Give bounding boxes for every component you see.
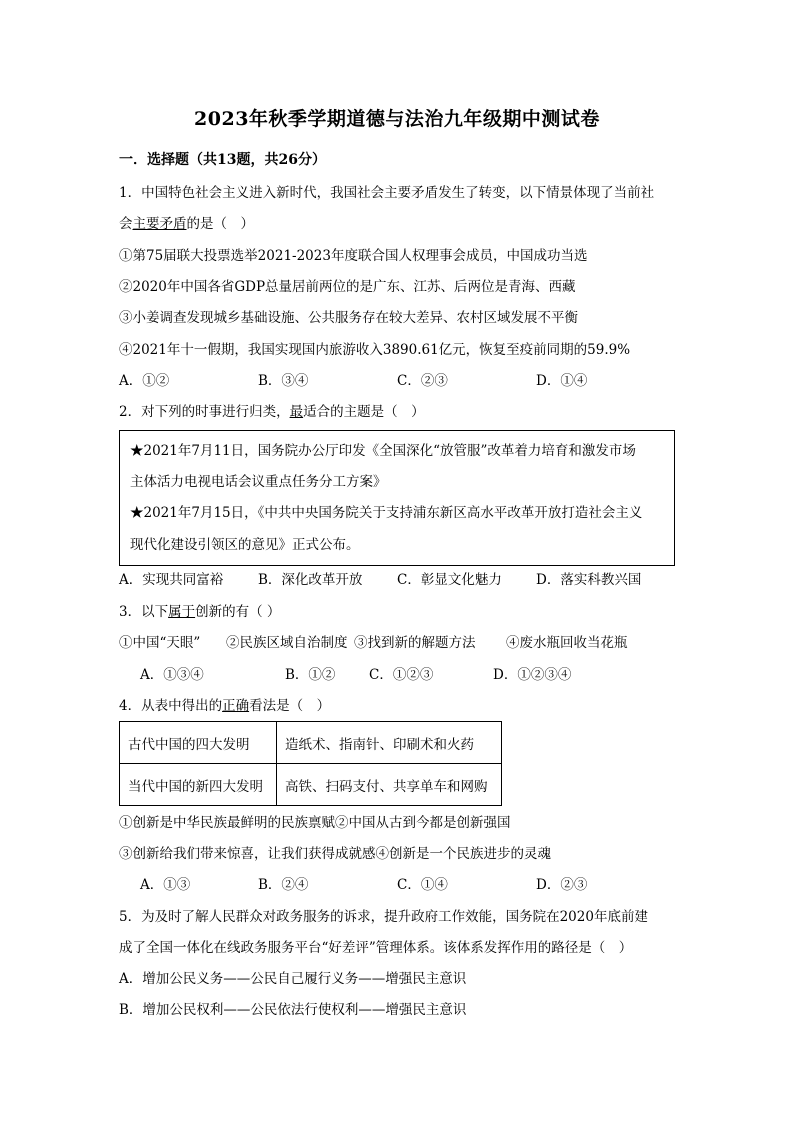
q1-stem-underlined: 主要矛盾 bbox=[132, 216, 187, 232]
q2-box-line3: ★2021年7月15日，《中共中央国务院关于支持浦东新区高水平改革开放打造社会主义 bbox=[130, 505, 643, 521]
q3-item-4: ④废水瓶回收当花瓶 bbox=[506, 635, 628, 651]
q3-item-3: ③找到新的解题方法 bbox=[354, 635, 476, 651]
q5-stem-line1: 5．为及时了解人民群众对政务服务的诉求，提升政府工作效能，国务院在2020年底前建 bbox=[119, 909, 648, 925]
q1-stem-line2 bbox=[119, 214, 254, 234]
q2-stem-pre: 2．对下列的时事进行归类， bbox=[119, 404, 290, 420]
q2-option-b: B．深化改革开放 bbox=[258, 572, 363, 588]
table-row bbox=[120, 722, 502, 764]
q1-option-b: B．③④ bbox=[258, 373, 309, 389]
q3-stem-pre: 3．以下 bbox=[119, 604, 169, 620]
q2-option-d: D．落实科教兴国 bbox=[536, 572, 642, 588]
q1-stem-line1: 1．中国特色社会主义进入新时代，我国社会主要矛盾发生了转变，以下情景体现了当前社 bbox=[119, 185, 655, 201]
q1-option-d: D．①④ bbox=[536, 373, 588, 389]
q3-option-a: A．①③④ bbox=[140, 667, 204, 683]
q3-stem bbox=[119, 602, 280, 622]
q2-box-line2: 主体活力电视电话会议重点任务分工方案》 bbox=[130, 474, 387, 490]
q3-item-2: ②民族区域自治制度 bbox=[226, 635, 348, 651]
q4-stem-post: 看法是（ ） bbox=[249, 698, 331, 714]
q4-table bbox=[119, 721, 502, 806]
q4-stem-underlined: 正确 bbox=[222, 698, 250, 714]
q1-item-3: ③小姜调查发现城乡基础设施、公共服务存在较大差异、农村区域发展不平衡 bbox=[119, 310, 578, 326]
table-cell: 造纸术、指南针、印刷术和火药 bbox=[277, 722, 502, 764]
q1-option-a: A．①② bbox=[119, 373, 170, 389]
q1-option-c: C．②③ bbox=[397, 373, 448, 389]
q3-option-b: B．①② bbox=[285, 667, 336, 683]
q3-stem-post: 创新的有（ ） bbox=[195, 604, 281, 620]
q1-item-2: ②2020年中国各省GDP总量居前两位的是广东、江苏、后两位是青海、西藏 bbox=[119, 279, 576, 295]
table-cell: 当代中国的新四大发明 bbox=[120, 764, 277, 806]
q2-option-a: A．实现共同富裕 bbox=[119, 572, 224, 588]
q5-option-a: A．增加公民义务——公民自己履行义务——增强民主意识 bbox=[119, 971, 467, 987]
q4-option-a: A．①③ bbox=[140, 877, 191, 893]
q4-items-line1 bbox=[119, 813, 511, 833]
q2-box-line4: 现代化建设引领区的意见》正式公布。 bbox=[130, 537, 360, 553]
q1-item-4: ④2021年十一假期，我国实现国内旅游收入3890.61亿元，恢复至疫前同期的59.9% bbox=[119, 342, 631, 358]
q4-item-3: ③创新给我们带来惊喜，让我们获得成就感 bbox=[119, 846, 376, 862]
q3-item-1: ①中国“天眼” bbox=[119, 635, 201, 651]
q5-stem-line2: 成了全国一体化在线政务服务平台“好差评”管理体系。该体系发挥作用的路径是（ ） bbox=[119, 940, 633, 956]
table-row bbox=[120, 764, 502, 806]
table-cell: 高铁、扫码支付、共享单车和网购 bbox=[277, 764, 502, 806]
q1-stem-post: 的是（ ） bbox=[186, 216, 254, 232]
q4-option-b: B．②④ bbox=[258, 877, 309, 893]
q4-item-4: ④创新是一个民族进步的灵魂 bbox=[375, 846, 551, 862]
q5-option-b: B．增加公民权利——公民依法行使权利——增强民主意识 bbox=[119, 1002, 467, 1018]
q4-option-d: D．②③ bbox=[536, 877, 588, 893]
q4-stem-pre: 4．从表中得出的 bbox=[119, 698, 223, 714]
table-cell: 古代中国的四大发明 bbox=[120, 722, 277, 764]
q4-option-c: C．①④ bbox=[397, 877, 448, 893]
q4-items-line2 bbox=[119, 844, 551, 864]
q1-stem-pre: 会 bbox=[119, 216, 133, 232]
q3-option-d: D．①②③④ bbox=[493, 667, 572, 683]
q2-stem bbox=[119, 402, 425, 422]
q4-stem bbox=[119, 696, 330, 716]
q3-option-c: C．①②③ bbox=[369, 667, 434, 683]
q2-option-c: C．彰显文化魅力 bbox=[397, 572, 502, 588]
q4-item-1: ①创新是中华民族最鲜明的民族禀赋 bbox=[119, 815, 335, 831]
q3-stem-underlined: 属于 bbox=[168, 604, 196, 620]
q2-stem-post: 适合的主题是（ ） bbox=[303, 404, 425, 420]
q4-item-2: ②中国从古到今都是创新强国 bbox=[335, 815, 511, 831]
q2-box-line1: ★2021年7月11日，国务院办公厅印发《全国深化“放管服”改革着力培育和激发市场 bbox=[130, 443, 636, 459]
q1-item-1: ①第75届联大投票选举2021-2023年度联合国人权理事会成员，中国成功当选 bbox=[119, 248, 588, 264]
page-title: 2023年秋季学期道德与法治九年级期中测试卷 bbox=[194, 108, 600, 130]
q2-news-box bbox=[119, 430, 675, 566]
section-heading: 一．选择题（共13题，共26分） bbox=[119, 152, 326, 168]
q2-stem-underlined: 最 bbox=[289, 404, 304, 420]
